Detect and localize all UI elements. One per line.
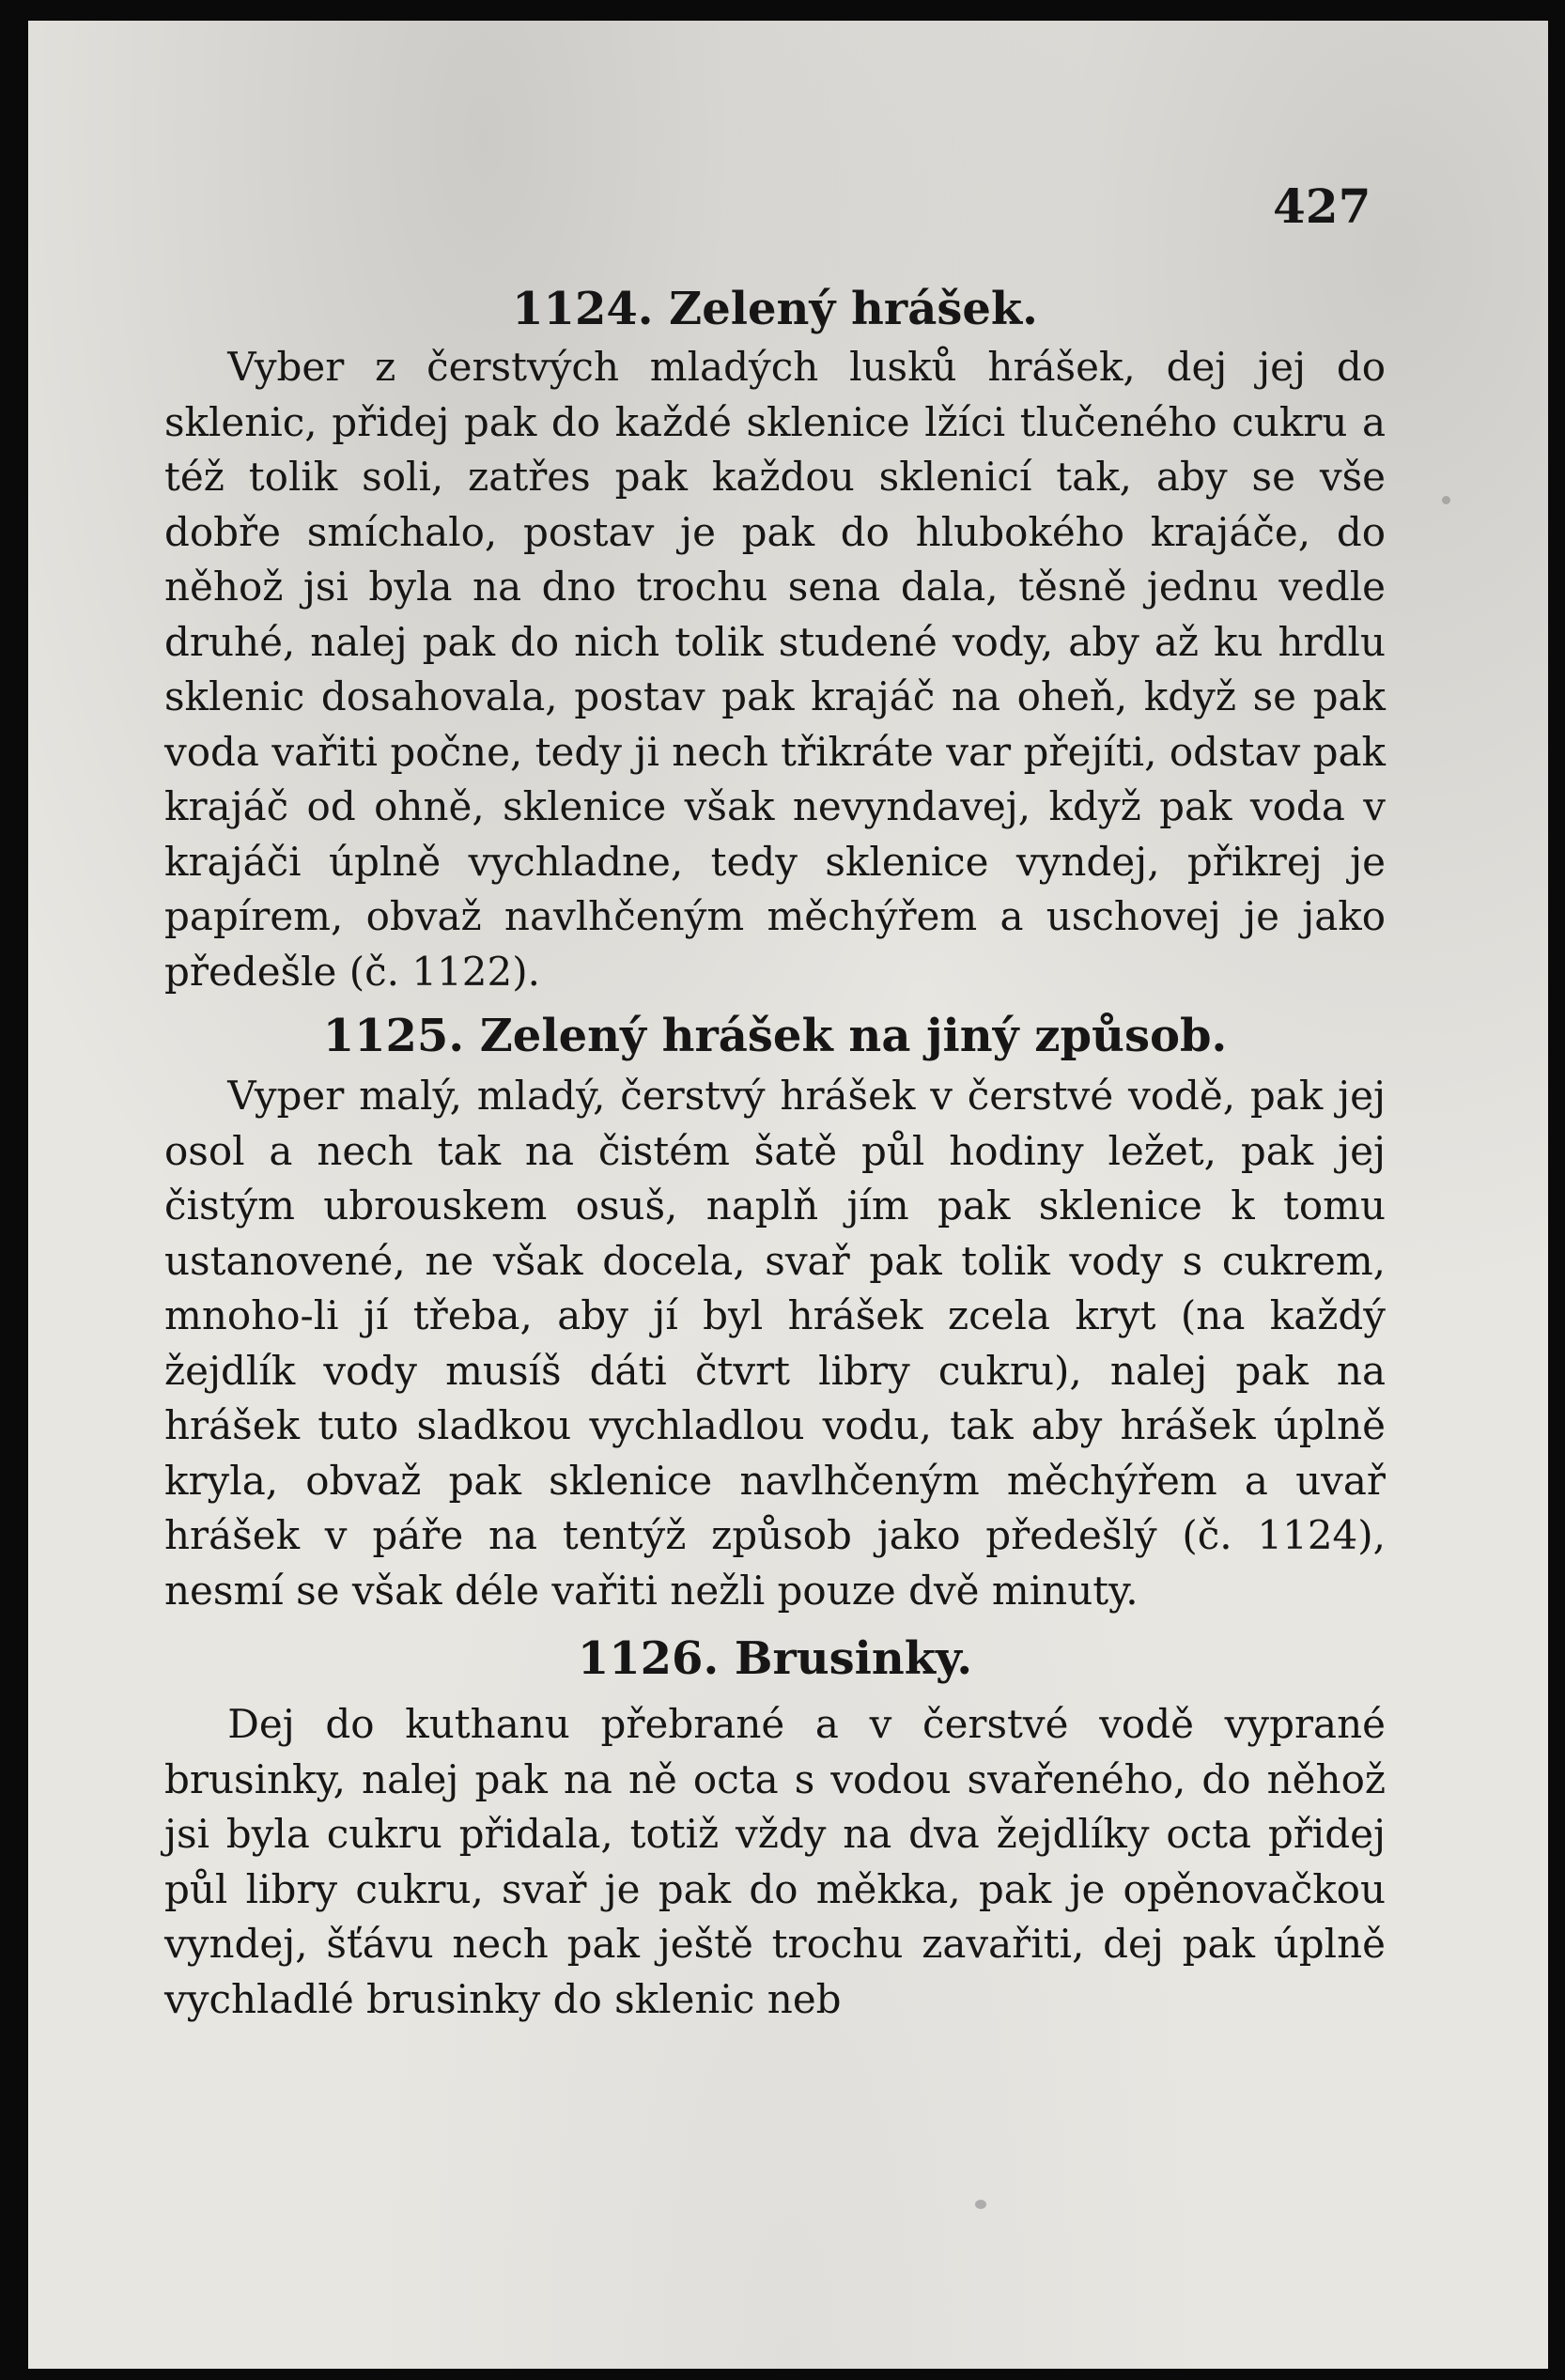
section-paragraph: Dej do kuthanu přebrané a v čerstvé vodě vyprané brusinky, nalej pak na ně octa s vodou svařeného, do něhož jsi byla cukru přidala, totiž vždy na dva žejdlíky octa přidej půl libry cukru, svař je pak do měkka, pak je opěnovačkou vyndej, šťávu nech pak ještě trochu zavařiti, dej pak úplně vychladlé brusinky do sklenic neb	[164, 1701, 1386, 2022]
section-paragraph: Vyber z čerstvých mladých lusků hrášek, dej jej do sklenic, přidej pak do každé sklenice lžíci tlučeného cukru a též tolik soli, zatřes pak každou sklenicí tak, aby se vše dobře smíchalo, postav je pak do hlubokého krajáče, do něhož jsi byla na dno trochu sena dala, těsně jednu vedle druhé, nalej pak do nich tolik studené vody, aby až ku hrdlu sklenic dosahovala, postav pak krajáč na oheň, když se pak voda vařiti počne, tedy ji nech třikráte var přejíti, odstav pak krajáč od ohně, sklenice však nevyndavej, když pak voda v krajáči úplně vychladne, tedy sklenice vyndej, přikrej je papírem, obvaž navlhčeným měchýřem a uschovej je jako předešle (č. 1122).	[164, 344, 1386, 995]
ink-speck	[1442, 496, 1450, 504]
section-paragraph: Vyper malý, mladý, čerstvý hrášek v čerstvé vodě, pak jej osol a nech tak na čistém šatě půl hodiny ležet, pak jej čistým ubrouskem osuš, naplň jím pak sklenice k tomu ustanovené, ne však docela, svař pak tolik vody s cukrem, mnoho-li jí třeba, aby jí byl hrášek zcela kryt (na každý žejdlík vody musíš dáti čtvrt libry cukru), nalej pak na hrášek tuto sladkou vychladlou vodu, tak aby hrášek úplně kryla, obvaž pak sklenice navlhčeným měchýřem a uvař hrášek v páře na tentýž způsob jako předešlý (č. 1124), nesmí se však déle vařiti nežli pouze dvě minuty.	[164, 1073, 1386, 1614]
text-block	[164, 274, 1386, 2027]
ink-speck	[975, 2200, 986, 2209]
page-number: 427	[1273, 178, 1371, 234]
section-title: 1126. Brusinky.	[577, 1632, 973, 1685]
section-title: 1124. Zelený hrášek.	[512, 283, 1038, 335]
section-title: 1125. Zelený hrášek na jiný způsob.	[322, 1010, 1228, 1062]
book-page	[28, 21, 1548, 2369]
